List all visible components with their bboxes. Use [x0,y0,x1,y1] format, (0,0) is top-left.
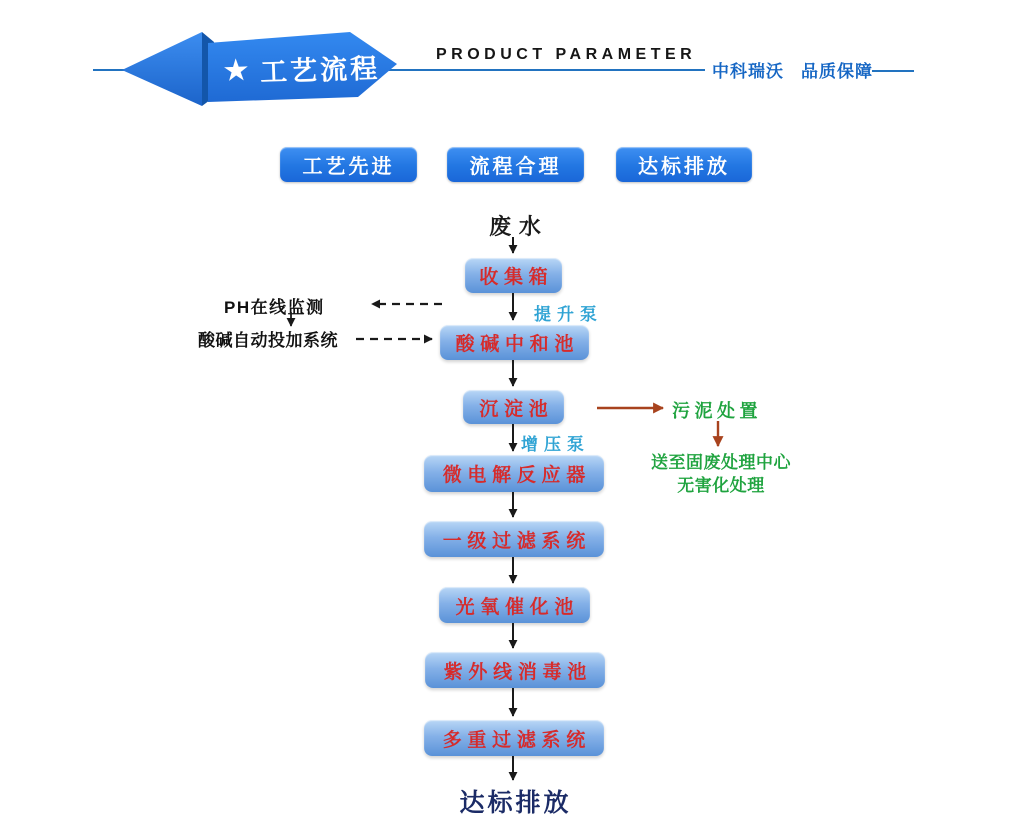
booster-pump-label: 增压泵 [521,435,590,454]
badge-advanced-process: 工艺先进 [280,147,417,182]
disposal-line2: 无害化处理 [677,476,765,495]
flow-output-label: 达标排放 [459,789,572,817]
flow-box-collection-tank: 收集箱 [465,258,562,293]
solid-waste-disposal-label [628,451,814,497]
badge-reasonable-flow: 流程合理 [447,147,584,182]
brand-line [712,57,873,82]
star-icon: ★ [223,54,252,86]
banner-arrowhead [122,32,202,106]
flow-box-multi-filter-system: 多重过滤系统 [424,720,604,756]
dosing-system-label: 酸碱自动投加系统 [198,331,338,350]
flow-box-photo-oxidation-pool: 光氧催化池 [439,587,590,623]
flow-box-sedimentation-pool: 沉淀池 [463,390,564,424]
lift-pump-label: 提升泵 [534,305,603,324]
badge-standard-discharge: 达标排放 [616,147,752,182]
disposal-line1: 送至固废处理中心 [651,453,791,472]
sludge-disposal-label: 污泥处置 [672,401,762,421]
flow-box-microelectrolysis-reactor: 微电解反应器 [424,455,604,492]
flow-box-uv-disinfection-pool: 紫外线消毒池 [425,652,605,688]
banner-title-label: 工艺流程 [259,52,381,87]
section-label: PRODUCT PARAMETER [436,46,697,63]
flow-box-primary-filter-system: 一级过滤系统 [424,521,604,557]
flow-input-label: 废水 [489,214,549,239]
flow-box-neutralization-pool: 酸碱中和池 [440,325,589,360]
ph-monitor-label: PH在线监测 [224,298,325,317]
banner-title [211,47,392,89]
brand-name: 中科瑞沃 [712,62,784,81]
brand-slogan: 品质保障 [801,62,873,81]
